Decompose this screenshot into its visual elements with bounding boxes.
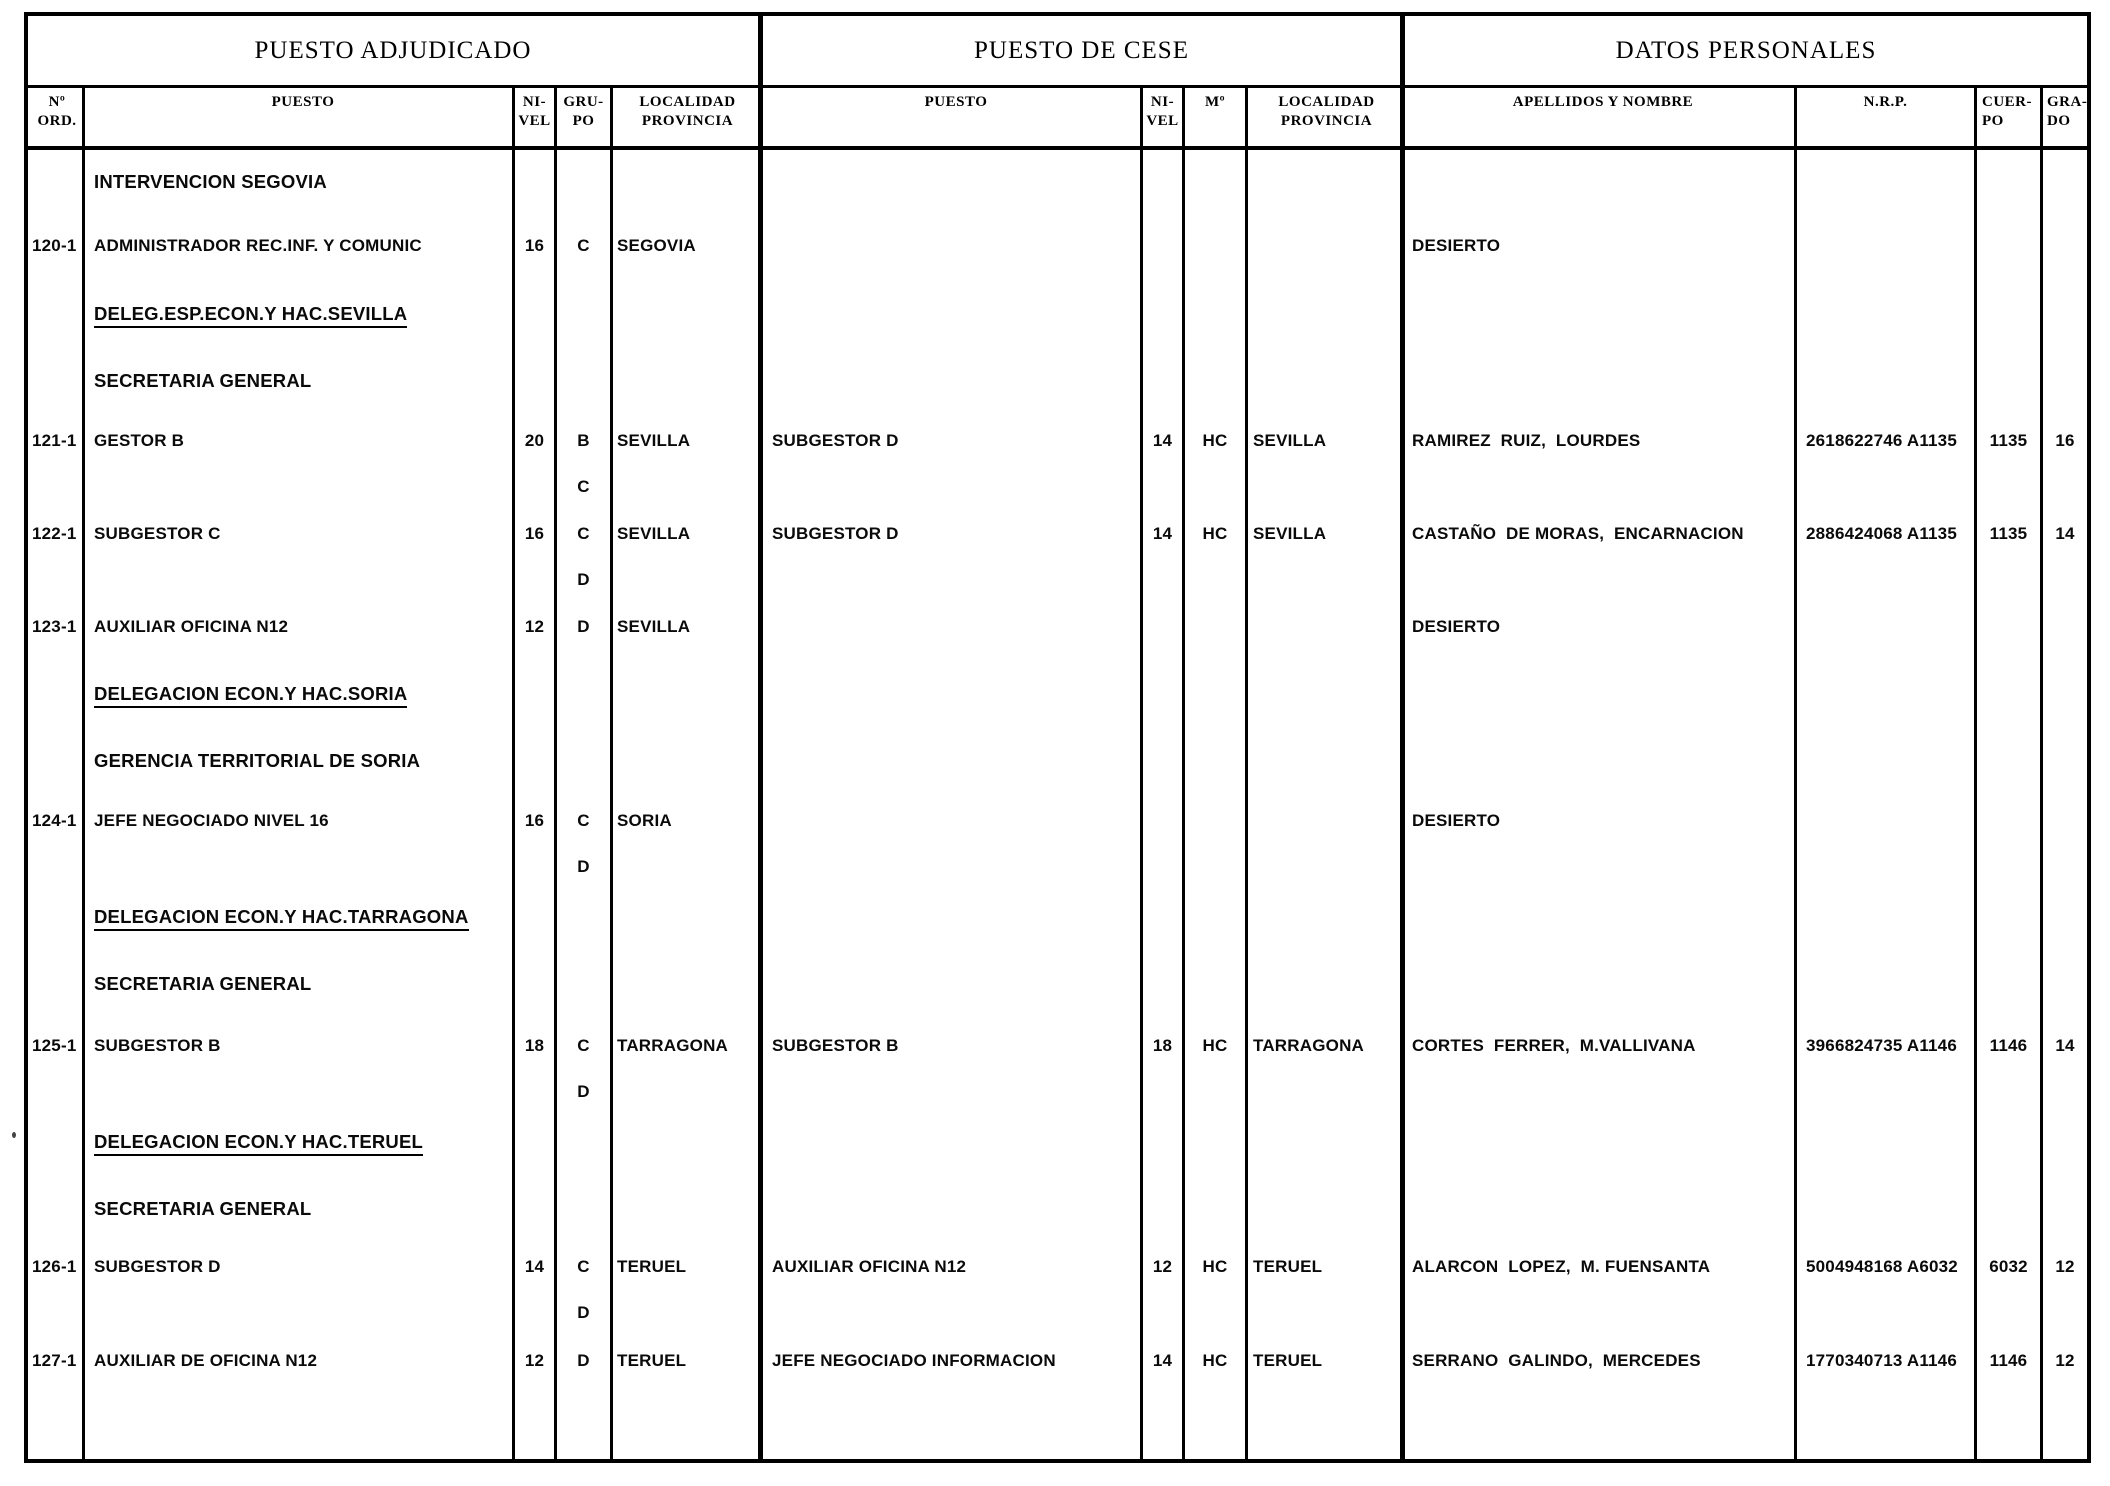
cell-grado: 16 [2055,431,2075,450]
cell-nivel [515,729,557,794]
cell-nivel [515,150,557,219]
cell-cese-puesto: SUBGESTOR D [763,506,1143,599]
cell-grado [2043,1177,2087,1241]
cell-grupo: C D [557,506,613,599]
cell-grado [2043,659,2087,729]
cell-nivel: 18 [515,1019,557,1109]
cell-localidad: SEGOVIA [613,219,763,284]
cell-grupo [557,150,613,219]
cell-nivel [515,659,557,729]
cell-cese-ministerio: HC [1185,506,1248,599]
cell-cese-puesto [763,599,1143,659]
cell-cese-nivel [1143,1109,1185,1177]
cell-nrp [1797,729,1977,794]
cell-nrp: 2886424068 A1135 [1797,506,1977,599]
cell-cuerpo [1977,1109,2043,1177]
cell-grado: 12 [2055,1257,2075,1276]
cell-cese-localidad [1248,884,1405,954]
cell-puesto [85,1399,515,1459]
cell-grado [2043,284,2087,349]
header-ministerio: Mº [1185,88,1248,146]
cell-grado [2043,954,2087,1019]
cell-localidad: SEVILLA [613,599,763,659]
cell-localidad: TERUEL [613,1331,763,1399]
section-title-puesto-adjudicado: PUESTO ADJUDICADO [28,16,763,85]
cell-grado [2043,150,2087,219]
cell-cuerpo [1977,954,2043,1019]
cell-grupo [557,729,613,794]
cell-nivel: 12 [515,1331,557,1399]
cell-apellidos-nombre: ALARCON LOPEZ, M. FUENSANTA [1405,1241,1797,1331]
cell-cuerpo [1977,794,2043,884]
cell-cese-localidad: TERUEL [1248,1241,1405,1331]
cell-cese-ministerio [1185,794,1248,884]
cell-cese-puesto [763,729,1143,794]
cell-nrp [1797,1109,1977,1177]
cell-nivel [515,284,557,349]
cell-cese-nivel [1143,599,1185,659]
cell-cese-ministerio [1185,1177,1248,1241]
cell-num-orden [28,954,85,1019]
cell-cese-localidad [1248,954,1405,1019]
cell-nrp [1797,1399,1977,1459]
cell-cuerpo [1977,884,2043,954]
cell-cuerpo: 6032 [1977,1241,2043,1331]
cell-num-orden [28,1177,85,1241]
cell-apellidos-nombre: CORTES FERRER, M.VALLIVANA [1405,1019,1797,1109]
cell-num-orden: 123-1 [28,599,85,659]
cell-localidad [613,349,763,414]
cell-cese-ministerio [1185,1399,1248,1459]
cell-cese-nivel [1143,884,1185,954]
cell-cese-localidad [1248,599,1405,659]
cell-apellidos-nombre [1405,1109,1797,1177]
cell-num-orden [28,1109,85,1177]
cell-nivel: 16 [515,794,557,884]
header-nivel-adjudicado: NI- VEL [515,88,557,146]
cell-nivel [515,1177,557,1241]
cell-cese-ministerio [1185,219,1248,284]
cell-localidad: TARRAGONA [613,1019,763,1109]
cell-cese-puesto: SUBGESTOR B [763,1019,1143,1109]
cell-grupo [557,659,613,729]
cell-localidad [613,884,763,954]
section-title-puesto-de-cese: PUESTO DE CESE [763,16,1405,85]
cell-cese-puesto [763,150,1143,219]
section-title-datos-personales: DATOS PERSONALES [1615,36,1877,64]
cell-cuerpo [1977,150,2043,219]
cell-cuerpo [1977,284,2043,349]
cell-apellidos-nombre [1405,659,1797,729]
data-row [28,219,2087,284]
cell-cese-puesto [763,284,1143,349]
cell-cuerpo: 1135 [1977,414,2043,506]
cell-cese-nivel [1143,349,1185,414]
header-localidad-adjudicado: LOCALIDAD PROVINCIA [613,88,763,146]
cell-cese-ministerio [1185,729,1248,794]
cell-cese-puesto [763,349,1143,414]
cell-nivel: 16 [515,219,557,284]
cell-nivel: 16 [515,506,557,599]
cell-nrp [1797,284,1977,349]
cell-cuerpo: 1146 [1977,1019,2043,1109]
cell-grupo [557,1177,613,1241]
cell-nivel [515,884,557,954]
cell-nrp [1797,349,1977,414]
cell-cese-ministerio [1185,599,1248,659]
cell-cuerpo [1977,219,2043,284]
cell-grado [2043,349,2087,414]
cell-num-orden: 126-1 [28,1241,85,1331]
cell-apellidos-nombre: RAMIREZ RUIZ, LOURDES [1405,414,1797,506]
cell-puesto: JEFE NEGOCIADO NIVEL 16 [85,794,515,884]
cell-cese-localidad [1248,1399,1405,1459]
assignment-table [24,12,2091,1463]
cell-num-orden: 127-1 [28,1331,85,1399]
cell-apellidos-nombre [1405,284,1797,349]
data-row [28,1241,2087,1331]
data-row [28,506,2087,599]
cell-cese-puesto: AUXILIAR OFICINA N12 [763,1241,1143,1331]
cell-cuerpo [1977,349,2043,414]
cell-cese-localidad [1248,219,1405,284]
cell-nrp [1797,1177,1977,1241]
cell-grado [2043,794,2087,884]
cell-nivel: 14 [515,1241,557,1331]
cell-nivel [515,1109,557,1177]
cell-cuerpo: 1146 [1977,1331,2043,1399]
header-nivel-cese: NI- VEL [1143,88,1185,146]
header-num-orden: Nº ORD. [28,88,85,146]
cell-num-orden [28,884,85,954]
cell-cuerpo [1977,599,2043,659]
cell-num-orden: 122-1 [28,506,85,599]
cell-apellidos-nombre: DESIERTO [1405,219,1797,284]
cell-puesto: AUXILIAR DE OFICINA N12 [85,1331,515,1399]
table-body [28,150,2087,1459]
cell-cese-nivel [1143,219,1185,284]
cell-cese-puesto [763,659,1143,729]
cell-cuerpo [1977,1177,2043,1241]
cell-puesto [85,349,515,414]
org-unit-name: SECRETARIA GENERAL [94,370,312,391]
cell-nrp [1797,599,1977,659]
header-nrp: N.R.P. [1797,88,1977,146]
cell-nrp [1797,219,1977,284]
org-row [28,1177,2087,1241]
cell-nrp [1797,150,1977,219]
org-row [28,1109,2087,1177]
cell-cese-ministerio [1185,884,1248,954]
cell-apellidos-nombre [1405,884,1797,954]
cell-cese-ministerio [1185,150,1248,219]
cell-grado [2043,599,2087,659]
org-unit-name: DELEGACION ECON.Y HAC.SORIA [94,683,407,708]
cell-cese-localidad: SEVILLA [1248,414,1405,506]
cell-num-orden [28,349,85,414]
cell-cese-localidad [1248,349,1405,414]
cell-num-orden: 121-1 [28,414,85,506]
cell-num-orden [28,150,85,219]
cell-cese-localidad [1248,659,1405,729]
cell-grupo [557,1399,613,1459]
cell-localidad [613,1109,763,1177]
cell-grupo [557,884,613,954]
cell-puesto [85,659,515,729]
cell-nrp [1797,884,1977,954]
org-row [28,284,2087,349]
cell-nrp: 3966824735 A1146 [1797,1019,1977,1109]
header-puesto-cese: PUESTO [763,88,1143,146]
header-localidad-cese: LOCALIDAD PROVINCIA [1248,88,1405,146]
cell-apellidos-nombre [1405,150,1797,219]
cell-cuerpo: 1135 [1977,506,2043,599]
cell-cuerpo [1977,729,2043,794]
cell-cese-nivel [1143,794,1185,884]
header-puesto-adjudicado: PUESTO [85,88,515,146]
cell-cese-nivel: 14 [1143,1331,1185,1399]
org-unit-name: GERENCIA TERRITORIAL DE SORIA [94,750,421,771]
cell-localidad: TERUEL [613,1241,763,1331]
cell-nrp: 1770340713 A1146 [1797,1331,1977,1399]
cell-cese-ministerio [1185,659,1248,729]
cell-nivel: 20 [515,414,557,506]
cell-puesto: ADMINISTRADOR REC.INF. Y COMUNIC [85,219,515,284]
cell-grado: 12 [2055,1351,2075,1370]
cell-cese-localidad [1248,1109,1405,1177]
cell-apellidos-nombre [1405,1399,1797,1459]
cell-cese-nivel [1143,284,1185,349]
cell-localidad [613,729,763,794]
cell-grado: 14 [2055,1036,2075,1055]
org-unit-name: DELEGACION ECON.Y HAC.TARRAGONA [94,906,469,931]
cell-cese-localidad [1248,729,1405,794]
cell-cese-puesto [763,794,1143,884]
cell-cese-puesto [763,884,1143,954]
header-grupo: GRU- PO [557,88,613,146]
cell-grupo: D [557,599,613,659]
cell-cese-localidad [1248,150,1405,219]
cell-apellidos-nombre [1405,349,1797,414]
cell-num-orden [28,1399,85,1459]
org-row [28,884,2087,954]
org-unit-name: DELEG.ESP.ECON.Y HAC.SEVILLA [94,303,407,328]
cell-cese-nivel [1143,1177,1185,1241]
org-unit-name: SECRETARIA GENERAL [94,973,312,994]
cell-puesto [85,729,515,794]
cell-cese-nivel [1143,729,1185,794]
cell-apellidos-nombre [1405,954,1797,1019]
cell-num-orden [28,659,85,729]
cell-nrp [1797,794,1977,884]
data-row [28,1019,2087,1109]
cell-cese-puesto [763,1177,1143,1241]
cell-cese-ministerio [1185,349,1248,414]
cell-num-orden: 120-1 [28,219,85,284]
cell-localidad [613,1177,763,1241]
cell-puesto: SUBGESTOR D [85,1241,515,1331]
cell-localidad [613,954,763,1019]
cell-cese-nivel [1143,150,1185,219]
cell-puesto: SUBGESTOR B [85,1019,515,1109]
cell-puesto: GESTOR B [85,414,515,506]
cell-cese-puesto: SUBGESTOR D [763,414,1143,506]
cell-cese-localidad: TERUEL [1248,1331,1405,1399]
cell-cese-puesto [763,954,1143,1019]
cell-cese-ministerio [1185,1109,1248,1177]
cell-cese-nivel: 14 [1143,414,1185,506]
cell-cese-puesto [763,1109,1143,1177]
org-row [28,349,2087,414]
cell-nrp [1797,954,1977,1019]
cell-grado [2043,729,2087,794]
cell-apellidos-nombre: SERRANO GALINDO, MERCEDES [1405,1331,1797,1399]
cell-cese-ministerio: HC [1185,1241,1248,1331]
cell-grado [2043,1399,2087,1459]
cell-apellidos-nombre: CASTAÑO DE MORAS, ENCARNACION [1405,506,1797,599]
cell-puesto: AUXILIAR OFICINA N12 [85,599,515,659]
cell-cese-nivel: 12 [1143,1241,1185,1331]
cell-nivel [515,1399,557,1459]
org-row [28,729,2087,794]
cell-cese-puesto [763,219,1143,284]
cell-localidad: SEVILLA [613,506,763,599]
cell-localidad: SORIA [613,794,763,884]
cell-cese-nivel [1143,659,1185,729]
cell-cese-localidad [1248,284,1405,349]
cell-localidad [613,1399,763,1459]
cell-grupo: C D [557,794,613,884]
cell-nrp [1797,659,1977,729]
cell-grupo [557,349,613,414]
cell-cese-ministerio: HC [1185,414,1248,506]
cell-cuerpo [1977,659,2043,729]
cell-num-orden [28,284,85,349]
header-cuerpo: CUER- PO [1977,88,2043,146]
cell-grado [2043,1109,2087,1177]
cell-puesto [85,150,515,219]
cell-cese-nivel [1143,954,1185,1019]
cell-grado [2043,219,2087,284]
cell-apellidos-nombre: DESIERTO [1405,794,1797,884]
data-row [28,794,2087,884]
cell-grupo: C [557,219,613,284]
cell-nrp: 5004948168 A6032 [1797,1241,1977,1331]
cell-grupo [557,1109,613,1177]
cell-apellidos-nombre: DESIERTO [1405,599,1797,659]
cell-cese-localidad: TARRAGONA [1248,1019,1405,1109]
org-row [28,150,2087,219]
scan-speck [12,1132,16,1138]
cell-cese-ministerio [1185,284,1248,349]
cell-puesto [85,954,515,1019]
cell-grupo [557,284,613,349]
org-row [28,954,2087,1019]
cell-localidad [613,284,763,349]
cell-puesto: SUBGESTOR C [85,506,515,599]
cell-cese-nivel: 18 [1143,1019,1185,1109]
cell-num-orden: 125-1 [28,1019,85,1109]
cell-nivel [515,954,557,1019]
cell-num-orden: 124-1 [28,794,85,884]
cell-grado: 14 [2055,524,2075,543]
cell-localidad [613,150,763,219]
cell-apellidos-nombre [1405,1177,1797,1241]
cell-cese-ministerio: HC [1185,1019,1248,1109]
cell-grupo: B C [557,414,613,506]
cell-cese-puesto [763,1399,1143,1459]
cell-cese-ministerio: HC [1185,1331,1248,1399]
header-grado: GRA- DO [2047,94,2087,129]
cell-apellidos-nombre [1405,729,1797,794]
org-row [28,659,2087,729]
column-header-row [28,88,2087,150]
cell-cese-nivel [1143,1399,1185,1459]
data-row [28,599,2087,659]
data-row [28,1331,2087,1399]
cell-num-orden [28,729,85,794]
cell-puesto [85,884,515,954]
org-unit-name: INTERVENCION SEGOVIA [94,171,327,192]
cell-nivel: 12 [515,599,557,659]
cell-puesto [85,1109,515,1177]
header-apellidos-nombre: APELLIDOS Y NOMBRE [1405,88,1797,146]
cell-nrp: 2618622746 A1135 [1797,414,1977,506]
cell-puesto [85,284,515,349]
cell-cese-nivel: 14 [1143,506,1185,599]
cell-cese-puesto: JEFE NEGOCIADO INFORMACION [763,1331,1143,1399]
data-row [28,414,2087,506]
section-title-row [28,16,2087,88]
cell-nivel [515,349,557,414]
org-unit-name: DELEGACION ECON.Y HAC.TERUEL [94,1131,423,1156]
cell-grupo: C D [557,1241,613,1331]
cell-grupo [557,954,613,1019]
cell-grupo: D [557,1331,613,1399]
cell-cese-localidad: SEVILLA [1248,506,1405,599]
cell-grupo: C D [557,1019,613,1109]
cell-cuerpo [1977,1399,2043,1459]
cell-puesto [85,1177,515,1241]
spacer-row [28,1399,2087,1459]
cell-localidad [613,659,763,729]
org-unit-name: SECRETARIA GENERAL [94,1198,312,1219]
cell-cese-ministerio [1185,954,1248,1019]
cell-localidad: SEVILLA [613,414,763,506]
cell-grado [2043,884,2087,954]
cell-cese-localidad [1248,794,1405,884]
cell-cese-localidad [1248,1177,1405,1241]
